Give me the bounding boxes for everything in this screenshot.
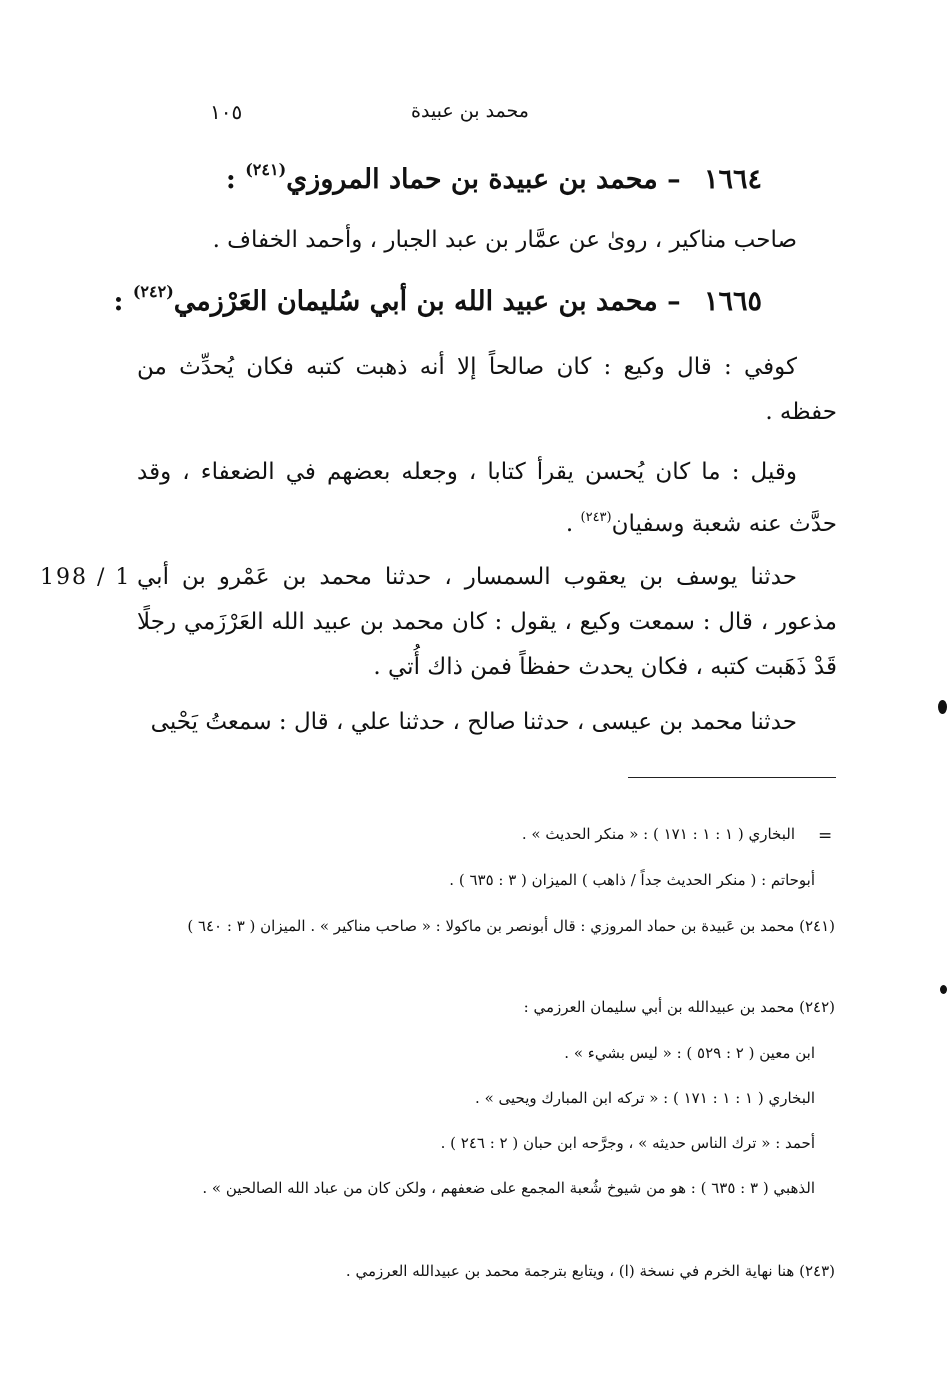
entry-colon: : [113, 286, 124, 317]
margin-reference: 198 / 1 [40, 565, 132, 590]
paragraph: حدثنا يوسف بن يعقوب السمسار ، حدثنا محمد بن عَمْرو بن أبي مذعور ، قال : سمعت وكيع ، يقول : كان محمد بن عبيد الله العَرْزَمي رجلًا قَدْ ذَهَبت كتبه ، فكان يحدث حفظاً فمن ذاك أُتي . [137, 564, 837, 680]
footnote-line: ابن معين ( ٢ : ٥٢٩ ) : « ليس بشيء » . [564, 1044, 815, 1062]
running-header-title: محمد بن عبيدة [411, 100, 529, 122]
entry-number: ١٦٦٥ [703, 286, 762, 317]
entry-name: محمد بن عبيد الله بن أبي سُليمان العَرْزمي [173, 286, 658, 317]
entry-1665-para-3 [137, 555, 837, 690]
paragraph [137, 450, 837, 547]
footnote-line: الذهبي ( ٣ : ٦٣٥ ) : هو من شيوخ شُعبة المجمع على ضعفهم ، ولكن كان من عباد الله الصالحين » . [202, 1179, 815, 1197]
footnote-ref: (٢٤٣) [580, 510, 612, 525]
footnote-line: أبوحاتم : ( منكر الحديث جداً / ذاهب ) الميزان ( ٣ : ٦٣٥ ) . [449, 871, 815, 889]
entry-dash: – [667, 164, 681, 195]
entry-colon: : [225, 164, 236, 195]
footnote-line: أحمد : « ترك الناس حديثه » ، وجرَّحه ابن حبان ( ٢ : ٢٤٦ ) . [440, 1134, 815, 1152]
footnote-242: (٢٤٢) محمد بن عبيدالله بن أبي سليمان العرزمي : [523, 998, 835, 1016]
entry-name: محمد بن عبيدة بن حماد المروزي [286, 164, 658, 195]
paragraph: حدثنا محمد بن عيسى ، حدثنا صالح ، حدثنا علي ، قال : سمعتُ يَحْيى [150, 709, 797, 735]
entry-1665-para-4 [137, 700, 837, 745]
footnote-ref: (٢٤٢) [132, 282, 174, 301]
entry-dash: – [667, 286, 681, 317]
scan-speck [938, 700, 947, 714]
footnote-separator [628, 777, 836, 778]
footnote-line: البخاري ( ١ : ١ : ١٧١ ) : « منكر الحديث » . [521, 825, 795, 843]
page-number: ١٠٥ [210, 100, 243, 124]
entry-1665-para-1 [137, 345, 837, 435]
footnote-ref: (٢٤١) [245, 160, 287, 179]
paragraph: كوفي : قال وكيع : كان صالحاً إلا أنه ذهبت كتبه فكان يُحدِّث من حفظه . [137, 354, 837, 425]
footnote-243: (٢٤٣) هنا نهاية الخرم في نسخة (ا) ، ويتابع بترجمة محمد بن عبيدالله العرزمي . [345, 1262, 835, 1280]
paragraph: صاحب مناكير ، روىٰ عن عمَّار بن عبد الجبار ، وأحمد الخفاف . [212, 227, 797, 253]
entry-heading-1664 [226, 160, 762, 195]
entry-heading-1665 [113, 282, 762, 317]
entry-1664-body [137, 218, 837, 263]
paragraph-end: . [565, 511, 581, 537]
paragraph-text: وقيل : ما كان يُحسن يقرأ كتابا ، وجعله بعضهم في الضعفاء ، وقد حدَّث عنه شعبة وسفيان [137, 459, 837, 537]
entry-number: ١٦٦٤ [703, 164, 762, 195]
continuation-mark: = [818, 826, 833, 846]
entry-1665-para-2 [137, 450, 837, 547]
footnote-line: البخاري ( ١ : ١ : ١٧١ ) : « تركه ابن المبارك ويحيى » . [475, 1089, 815, 1107]
scan-speck [940, 985, 947, 994]
footnote-241: (٢٤١) محمد بن عَبيدة بن حماد المروزي : قال أبونصر بن ماكولا : « صاحب مناكير » . الميزان ( ٣ : ٦٤٠ ) [187, 917, 835, 935]
